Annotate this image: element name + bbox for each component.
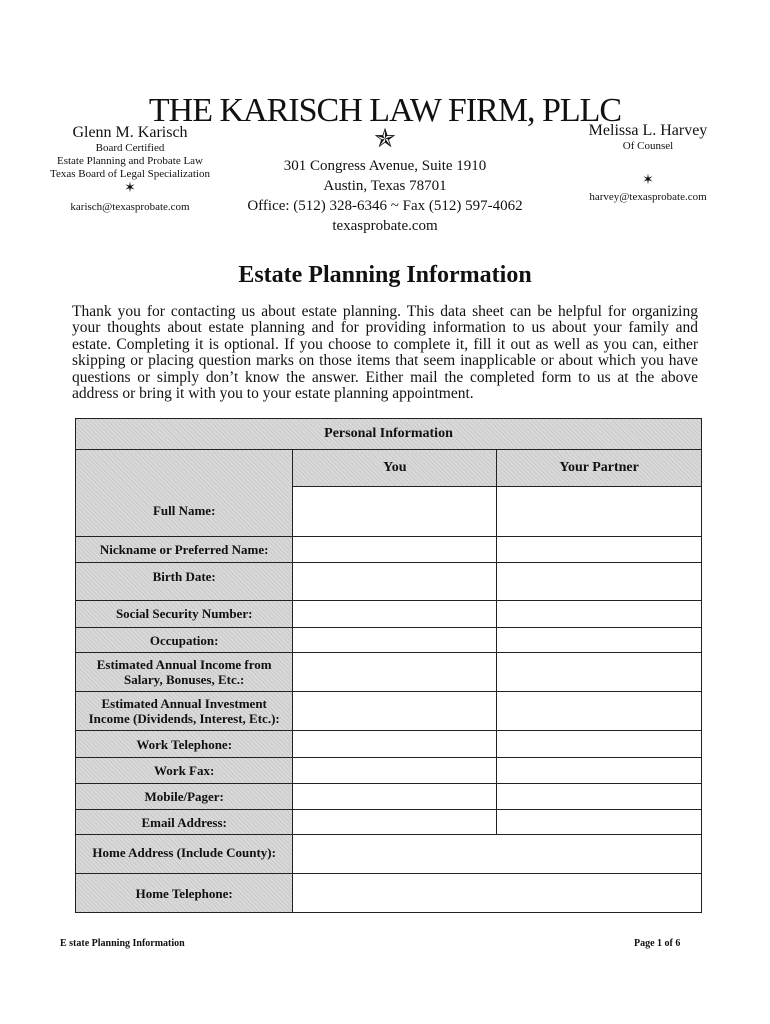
birth-date-partner-field[interactable]	[497, 563, 702, 601]
attorney-email[interactable]: karisch@texasprobate.com	[70, 201, 190, 213]
firm-address	[235, 156, 535, 236]
star-icon: ✶	[124, 181, 136, 196]
work-telephone-label: Work Telephone:	[76, 731, 293, 758]
email-you-field[interactable]	[293, 810, 497, 835]
investment-income-you-field[interactable]	[293, 692, 497, 731]
firm-name: THE KARISCH LAW FIRM, PLLC	[148, 92, 622, 129]
full-name-label: Full Name:	[76, 450, 293, 537]
footer-page-number: Page 1 of 6	[634, 938, 681, 949]
address-line-1: 301 Congress Avenue, Suite 1910	[283, 158, 487, 174]
column-header-partner: Your Partner	[497, 450, 702, 487]
star-icon: ✶	[642, 173, 654, 188]
ssn-label: Social Security Number:	[76, 601, 293, 628]
occupation-partner-field[interactable]	[497, 628, 702, 653]
work-telephone-partner-field[interactable]	[497, 731, 702, 758]
home-telephone-label: Home Telephone:	[76, 874, 293, 913]
email-label: Email Address:	[76, 810, 293, 835]
full-name-partner-field[interactable]	[497, 487, 702, 537]
footer-document-name: E state Planning Information	[60, 938, 185, 949]
attorney-name: Melissa L. Harvey	[588, 122, 708, 139]
full-name-you-field[interactable]	[293, 487, 497, 537]
occupation-label: Occupation:	[76, 628, 293, 653]
certification-line: Board Certified	[95, 142, 165, 154]
birth-date-label: Birth Date:	[76, 563, 293, 601]
attorney-name: Glenn M. Karisch	[72, 124, 188, 141]
mobile-pager-you-field[interactable]	[293, 784, 497, 810]
board-line: Texas Board of Legal Specialization	[50, 168, 210, 180]
attorney-left	[40, 124, 220, 213]
income-partner-field[interactable]	[497, 653, 702, 692]
nickname-partner-field[interactable]	[497, 537, 702, 563]
address-line-2: Austin, Texas 78701	[323, 178, 447, 194]
email-partner-field[interactable]	[497, 810, 702, 835]
attorney-email[interactable]: harvey@texasprobate.com	[589, 191, 707, 203]
attorney-right	[578, 122, 718, 203]
attorney-title: Of Counsel	[622, 140, 674, 152]
section-header: Personal Information	[76, 419, 702, 450]
column-header-you: You	[293, 450, 497, 487]
mobile-pager-label: Mobile/Pager:	[76, 784, 293, 810]
page-title: Estate Planning Information	[238, 262, 532, 288]
birth-date-you-field[interactable]	[293, 563, 497, 601]
home-address-field[interactable]	[293, 835, 702, 874]
phone-line: Office: (512) 328-6346 ~ Fax (512) 597-4062	[247, 198, 523, 214]
intro-paragraph: Thank you for contacting us about estate planning. This data sheet can be helpful for organizing your thoughts about estate planning and for providing information to us about your family and estate. Completing it is optional. If you choose to complete it, fill it out as well as you can, either skipping or placing question marks on those items that seem inapplicable or about which you have questions or simply don’t know the answer. Either mail the completed form to us at the above address or bring it with you to your estate planning appointment.	[72, 303, 698, 403]
income-you-field[interactable]	[293, 653, 497, 692]
star-icon: ✯	[374, 124, 396, 153]
home-telephone-field[interactable]	[293, 874, 702, 913]
website[interactable]: texasprobate.com	[332, 218, 438, 234]
nickname-you-field[interactable]	[293, 537, 497, 563]
income-label: Estimated Annual Income from Salary, Bonuses, Etc.:	[76, 653, 293, 692]
occupation-you-field[interactable]	[293, 628, 497, 653]
work-fax-you-field[interactable]	[293, 758, 497, 784]
personal-info-table	[75, 418, 702, 913]
home-address-label: Home Address (Include County):	[76, 835, 293, 874]
specialty-line: Estate Planning and Probate Law	[56, 155, 204, 167]
ssn-you-field[interactable]	[293, 601, 497, 628]
ssn-partner-field[interactable]	[497, 601, 702, 628]
work-telephone-you-field[interactable]	[293, 731, 497, 758]
investment-income-label: Estimated Annual Investment Income (Dividends, Interest, Etc.):	[76, 692, 293, 731]
work-fax-label: Work Fax:	[76, 758, 293, 784]
work-fax-partner-field[interactable]	[497, 758, 702, 784]
investment-income-partner-field[interactable]	[497, 692, 702, 731]
nickname-label: Nickname or Preferred Name:	[76, 537, 293, 563]
mobile-pager-partner-field[interactable]	[497, 784, 702, 810]
